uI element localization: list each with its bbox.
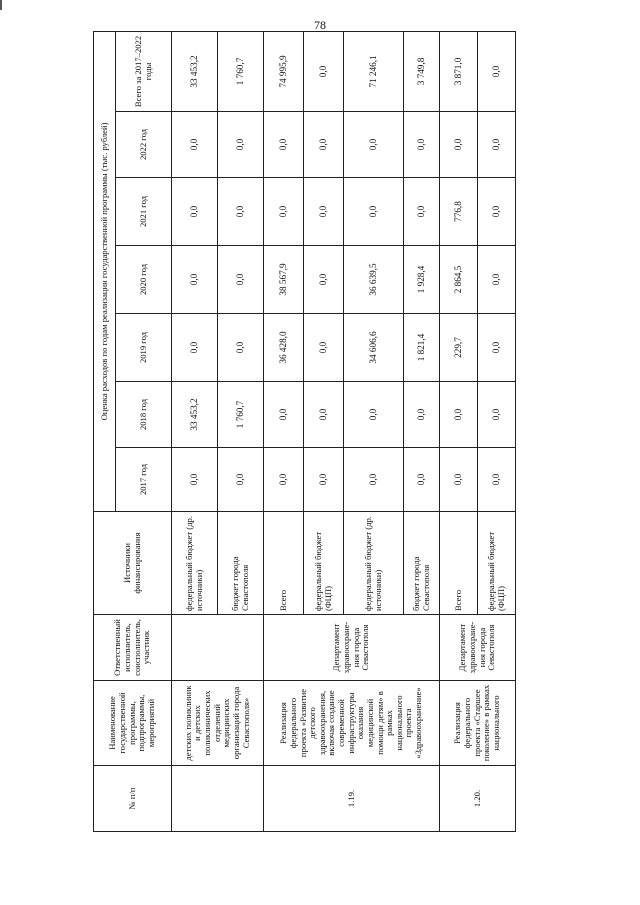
budget-table	[93, 31, 516, 832]
cell-source: Всего	[440, 512, 478, 615]
cell-value: 33 453,2	[172, 382, 218, 448]
cell-value: 2 864,5	[440, 246, 478, 314]
cell-value: 1 760,7	[218, 382, 264, 448]
cell-value: 0,0	[478, 246, 516, 314]
table-row	[440, 31, 478, 831]
cell-value: 0,0	[440, 112, 478, 178]
cell-value: 0,0	[478, 314, 516, 382]
cell-total: 71 246,1	[344, 31, 404, 111]
cell-value: 0,0	[440, 448, 478, 512]
cell-value: 0,0	[264, 448, 304, 512]
cell-value: 0,0	[172, 448, 218, 512]
cell-value: 0,0	[218, 314, 264, 382]
header-year: 2019 год	[116, 314, 172, 382]
cell-value: 36 428,0	[264, 314, 304, 382]
cell-num: 1.19.	[264, 766, 440, 832]
cell-value: 0,0	[172, 178, 218, 246]
cell-value: 0,0	[304, 246, 344, 314]
cell-total: 3 871,0	[440, 31, 478, 111]
cell-value: 229,7	[440, 314, 478, 382]
cell-value: 0,0	[404, 178, 440, 246]
cell-value: 0,0	[404, 112, 440, 178]
cell-source: бюджет города Севастополя	[218, 512, 264, 615]
header-sources: Источники финансирования	[94, 512, 172, 615]
table-row	[264, 31, 304, 831]
cell-source: федеральный бюджет (ФЦП)	[304, 512, 344, 615]
cell-value: 0,0	[264, 382, 304, 448]
header-num: № п/п	[94, 766, 172, 832]
cell-source: федеральный бюджет (др. источники)	[344, 512, 404, 615]
cell-total: 33 453,2	[172, 31, 218, 111]
cell-responsible: Департамент здравоохране-ния города Севастополя	[264, 615, 440, 681]
cell-value: 0,0	[304, 314, 344, 382]
cell-name: Реализация федерального проекта «Старшее поколение» в рамках национального	[440, 681, 516, 766]
cell-value: 0,0	[344, 448, 404, 512]
cell-value: 0,0	[304, 112, 344, 178]
cell-value: 0,0	[304, 178, 344, 246]
cell-value: 0,0	[172, 246, 218, 314]
cell-name: детских поликлиник и детских поликлинических отделений медицинских организаций города Севастополя»	[172, 681, 264, 766]
cell-source: бюджет города Севастополя	[404, 512, 440, 615]
cell-total: 74 995,9	[264, 31, 304, 111]
cell-name: Реализация федерального проекта «Развитие детского здравоохранения, включая создание современной инфраструктуры оказания медицинской помощи детям» в рамках национального проекта «Здравоохранение»	[264, 681, 440, 766]
cell-value: 38 567,9	[264, 246, 304, 314]
cell-responsible	[172, 615, 264, 681]
header-name: Наименование государственной программы, подпрограммы, мероприятий	[94, 681, 172, 766]
cell-value: 1 821,4	[404, 314, 440, 382]
cell-total: 0,0	[478, 31, 516, 111]
table-row	[172, 31, 218, 831]
header-year: 2022 год	[116, 112, 172, 178]
cell-value: 0,0	[304, 448, 344, 512]
rotated-table-container	[93, 32, 515, 832]
cell-value: 0,0	[304, 382, 344, 448]
header-responsible: Ответственный исполнитель, соисполнитель, участник	[94, 615, 172, 681]
cell-value: 0,0	[218, 178, 264, 246]
cell-value: 0,0	[264, 112, 304, 178]
cell-value: 1 928,4	[404, 246, 440, 314]
cell-num: 1.20.	[440, 766, 516, 832]
cell-value: 0,0	[404, 382, 440, 448]
cell-responsible: Департамент здравоохране-ния города Севастополя	[440, 615, 516, 681]
header-year: 2018 год	[116, 382, 172, 448]
header-row-top	[94, 31, 116, 831]
header-total: Всего за 2017–2022 годы	[116, 31, 172, 111]
cell-value: 0,0	[218, 246, 264, 314]
cell-value: 0,0	[478, 112, 516, 178]
cell-value: 776,8	[440, 178, 478, 246]
cell-value: 36 639,5	[344, 246, 404, 314]
scan-edge-mark	[0, 0, 2, 10]
cell-total: 0,0	[304, 31, 344, 111]
cell-value: 0,0	[404, 448, 440, 512]
cell-value: 0,0	[478, 448, 516, 512]
header-estimate: Оценка расходов по годам реализации государственной программы (тыс. рублей)	[94, 31, 116, 511]
cell-value: 0,0	[264, 178, 304, 246]
cell-value: 0,0	[172, 112, 218, 178]
header-year: 2017 год	[116, 448, 172, 512]
cell-value: 0,0	[218, 112, 264, 178]
cell-total: 1 760,7	[218, 31, 264, 111]
cell-value: 0,0	[218, 448, 264, 512]
header-year: 2021 год	[116, 178, 172, 246]
cell-value: 0,0	[478, 178, 516, 246]
cell-value: 0,0	[172, 314, 218, 382]
cell-total: 3 749,8	[404, 31, 440, 111]
cell-source: федеральный бюджет (др. источники)	[172, 512, 218, 615]
cell-num	[172, 766, 264, 832]
cell-value: 0,0	[344, 382, 404, 448]
cell-value: 34 606,6	[344, 314, 404, 382]
cell-value: 0,0	[344, 178, 404, 246]
cell-value: 0,0	[440, 382, 478, 448]
cell-value: 0,0	[478, 382, 516, 448]
page-number: 78	[314, 18, 326, 32]
cell-source: федеральный бюджет (ФЦП)	[478, 512, 516, 615]
header-year: 2020 год	[116, 246, 172, 314]
cell-value: 0,0	[344, 112, 404, 178]
cell-source: Всего	[264, 512, 304, 615]
